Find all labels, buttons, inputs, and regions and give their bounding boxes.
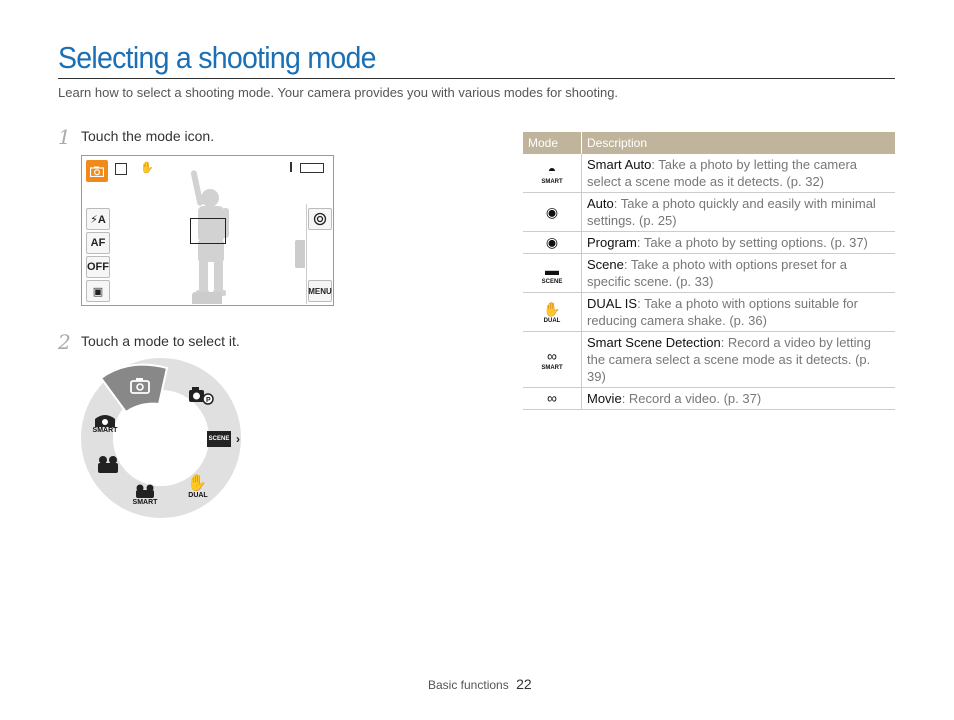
mode-name: Smart Scene Detection: [587, 335, 721, 350]
intro-text: Learn how to select a shooting mode. Your camera provides you with various modes for shooting.: [58, 85, 619, 100]
table-row: [523, 154, 895, 193]
memory-icon: [290, 162, 292, 172]
table-row: [523, 293, 895, 332]
page-footer: [428, 676, 532, 692]
display-icon[interactable]: ▣: [86, 280, 110, 302]
description-cell: [582, 332, 896, 388]
table-header-row: [523, 132, 895, 154]
battery-icon: [300, 163, 324, 173]
auto-icon: ◉: [523, 193, 582, 232]
step-2-number: 2: [58, 330, 71, 354]
bottom-tab[interactable]: [192, 292, 222, 304]
camera-screen-illustration: [81, 155, 334, 306]
description-cell: [582, 254, 896, 293]
mode-description: : Record a video by letting the camera select a scene mode as it detects. (p. 39): [587, 335, 871, 384]
step-1-text: Touch the mode icon.: [81, 128, 215, 144]
footer-section: Basic functions: [428, 678, 509, 692]
header-mode: Mode: [523, 132, 582, 154]
description-cell: [582, 293, 896, 332]
title-rule: [58, 78, 895, 79]
mode-name: DUAL IS: [587, 296, 638, 311]
table-row: [523, 232, 895, 254]
mode-description: : Take a photo by letting the camera select a scene mode as it detects. (p. 32): [587, 157, 858, 189]
hand-icon: ✋: [140, 162, 154, 174]
mode-name: Scene: [587, 257, 624, 272]
effect-icon[interactable]: [308, 208, 332, 230]
step-1-number: 1: [58, 125, 71, 149]
scene-icon: ▬ SCENE: [523, 254, 582, 293]
movie-icon[interactable]: [96, 455, 120, 475]
focus-frame: [190, 218, 226, 244]
timer-off-icon[interactable]: OFF: [86, 256, 110, 278]
smart-auto-icon: ◓ SMART: [523, 154, 582, 193]
mode-dial-illustration: [81, 358, 241, 518]
smart-scene-detection-icon[interactable]: [134, 484, 156, 498]
mode-description: : Take a photo quickly and easily with minimal settings. (p. 25): [587, 196, 876, 228]
scene-icon[interactable]: SCENE: [207, 431, 231, 447]
dual-is-icon: ✋ DUAL: [523, 293, 582, 332]
mode-description: : Take a photo by setting options. (p. 37): [636, 235, 868, 250]
svg-text:P: P: [206, 397, 211, 404]
movie-icon: ∞: [523, 388, 582, 410]
smart-scene-label: SMART: [132, 499, 158, 506]
mode-description: : Record a video. (p. 37): [621, 391, 762, 406]
image-size-icon: [115, 163, 127, 175]
mode-name: Movie: [587, 391, 622, 406]
table-row: [523, 193, 895, 232]
mode-table: [523, 132, 895, 410]
description-cell: [582, 193, 896, 232]
mode-description: : Take a photo with options preset for a specific scene. (p. 33): [587, 257, 847, 289]
mode-name: Smart Auto: [587, 157, 652, 172]
table-row: [523, 388, 895, 410]
program-icon[interactable]: [188, 386, 214, 406]
description-cell: [582, 388, 896, 410]
program-icon: ◉: [523, 232, 582, 254]
page-title: Selecting a shooting mode: [58, 40, 376, 75]
mode-name: Auto: [587, 196, 614, 211]
flash-auto-icon[interactable]: ⚡A: [86, 208, 110, 230]
effect-swirl-icon: [313, 212, 327, 226]
mode-name: Program: [587, 235, 637, 250]
table-row: [523, 254, 895, 293]
mode-description: : Take a photo with options suitable for reducing camera shake. (p. 36): [587, 296, 858, 328]
smart-auto-label: SMART: [92, 427, 118, 434]
camera-mode-button[interactable]: [86, 160, 108, 182]
description-cell: [582, 232, 896, 254]
dual-is-icon[interactable]: ✋: [187, 475, 207, 492]
af-icon[interactable]: AF: [86, 232, 110, 254]
dual-is-label: DUAL: [188, 492, 208, 499]
page-number: 22: [516, 676, 532, 692]
smart-scene-detection-icon: ∞ SMART: [523, 332, 582, 388]
chevron-right-icon: ›: [236, 432, 240, 446]
description-cell: [582, 154, 896, 193]
table-row: [523, 332, 895, 388]
header-description: Description: [582, 132, 896, 154]
slide-out-tab[interactable]: [295, 240, 305, 268]
camera-icon: [90, 166, 104, 177]
step-2-text: Touch a mode to select it.: [81, 333, 240, 349]
menu-button[interactable]: MENU: [308, 280, 332, 302]
